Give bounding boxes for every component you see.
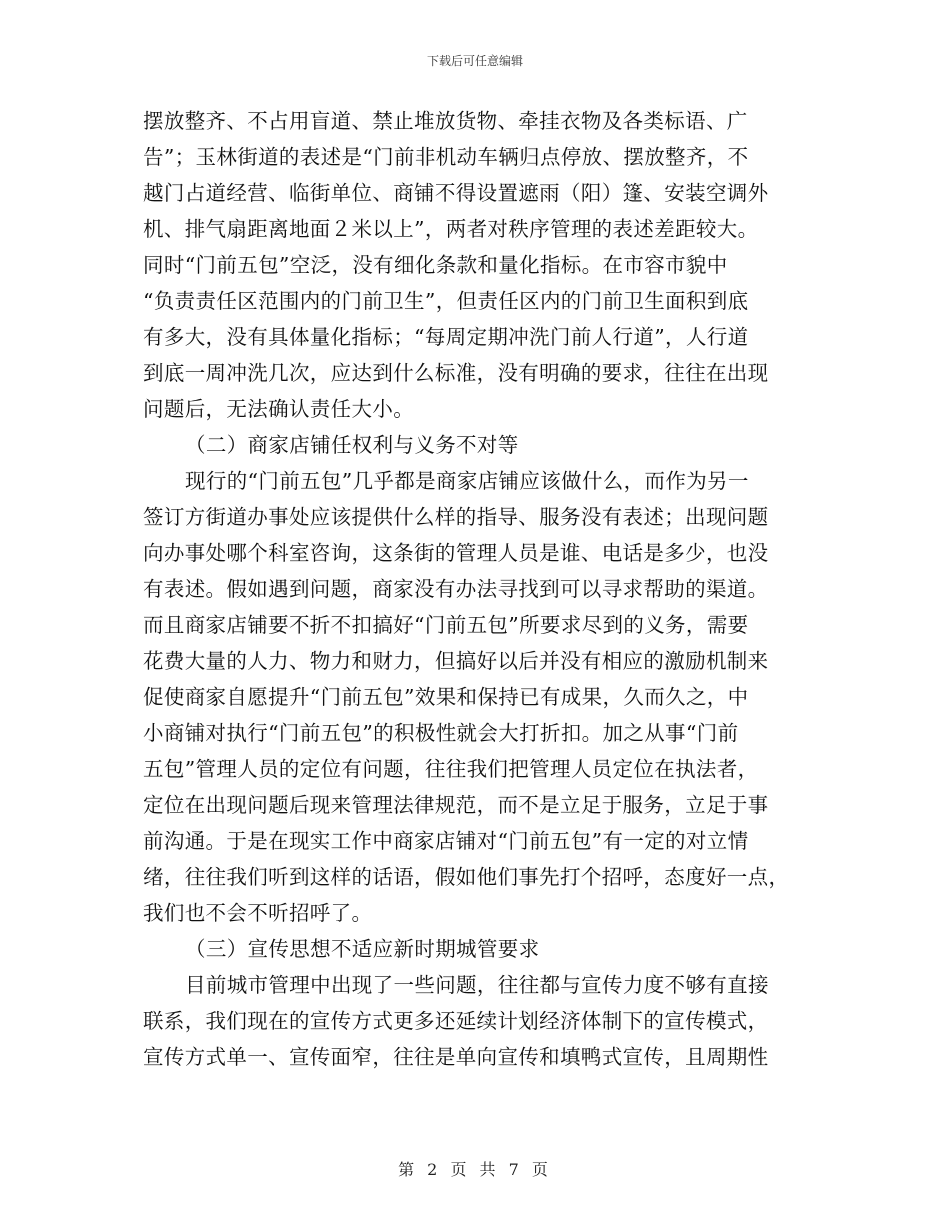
text-line: 花费大量的人力、物力和财力，但搞好以后并没有相应的激励机制来: [143, 649, 769, 673]
page-footer: 第 2 页 共 7 页: [398, 1160, 552, 1179]
text-line: 联系，我们现在的宣传方式更多还延续计划经济体制下的宣传模式，: [143, 1009, 769, 1033]
text-line: 到底一周冲洗几次，应达到什么标准，没有明确的要求，往往在出现: [143, 361, 769, 385]
text-line: 摆放整齐、不占用盲道、禁止堆放货物、牵挂衣物及各类标语、广: [143, 109, 748, 133]
text-line: 小商铺对执行“门前五包”的积极性就会大打折扣。加之从事“门前: [143, 721, 739, 745]
text-line: 促使商家自愿提升“门前五包”效果和保持已有成果，久而久之，中: [143, 685, 749, 709]
text-line: 目前城市管理中出现了一些问题，往往都与宣传力度不够有直接: [185, 973, 769, 997]
text-line: 五包”管理人员的定位有问题，往往我们把管理人员定位在执法者，: [143, 757, 759, 781]
section-heading: （三）宣传思想不适应新时期城管要求: [185, 937, 540, 961]
text-line: 现行的“门前五包”几乎都是商家店铺应该做什么，而作为另一: [185, 469, 749, 493]
text-line: 我们也不会不听招呼了。: [143, 901, 373, 925]
section-heading: （二）商家店铺任权利与义务不对等: [185, 433, 519, 457]
text-line: 同时“门前五包”空泛，没有细化条款和量化指标。在市容市貌中: [143, 253, 728, 277]
text-line: 机、排气扇距离地面２米以上”，两者对秩序管理的表述差距较大。: [143, 217, 759, 241]
text-line: 绪，往往我们听到这样的话语，假如他们事先打个招呼，态度好一点，: [143, 865, 790, 889]
text-line: 而且商家店铺要不折不扣搞好“门前五包”所要求尽到的义务，需要: [143, 613, 749, 637]
text-line: 越门占道经营、临街单位、商铺不得设置遮雨（阳）篷、安装空调外: [143, 181, 769, 205]
text-line: 定位在出现问题后现来管理法律规范，而不是立足于服务，立足于事: [143, 793, 769, 817]
text-line: 有表述。假如遇到问题，商家没有办法寻找到可以寻求帮助的渠道。: [143, 577, 769, 601]
text-line: 问题后，无法确认责任大小。: [143, 397, 415, 421]
text-line: 告”；玉林街道的表述是“门前非机动车辆归点停放、摆放整齐，不: [143, 145, 749, 169]
page-header: 下载后可任意编辑: [426, 54, 523, 68]
text-line: 签订方街道办事处应该提供什么样的指导、服务没有表述；出现问题: [143, 505, 769, 529]
text-line: 宣传方式单一、宣传面窄，往往是单向宣传和填鸭式宣传，且周期性: [143, 1045, 769, 1069]
text-line: 前沟通。于是在现实工作中商家店铺对“门前五包”有一定的对立情: [143, 829, 749, 853]
text-line: 有多大，没有具体量化指标；“每周定期冲洗门前人行道”，人行道: [143, 325, 749, 349]
text-line: “负责责任区范围内的门前卫生”，但责任区内的门前卫生面积到底: [143, 289, 749, 313]
document-body: [143, 103, 807, 1075]
text-line: 向办事处哪个科室咨询，这条街的管理人员是谁、电话是多少，也没: [143, 541, 769, 565]
